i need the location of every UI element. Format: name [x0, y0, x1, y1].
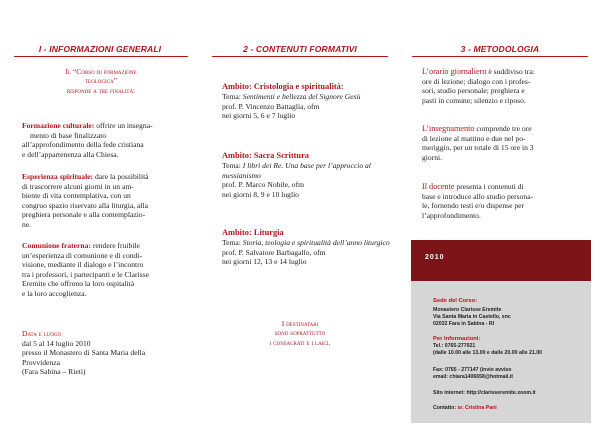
ambito-giorni: nei giorni 8, 9 e 10 luglio [222, 189, 299, 199]
paragraph-line: le, fornendo testi e/o dispense per [422, 201, 525, 211]
info-title: Per Informazioni: [433, 336, 481, 342]
destinatari [200, 319, 400, 347]
year-label: 2010 [425, 254, 445, 261]
ambito-prof: prof. P. Marco Nobile, ofm [222, 180, 305, 190]
data-luogo-title: Data e luogo [22, 329, 62, 338]
paragraph-line: ore di lezione; dialogo con i profes- [422, 76, 531, 86]
paragraph-line: di lezione al mattino e due nel po- [422, 133, 526, 143]
finalita-lead: Formazione culturale: [22, 121, 95, 130]
data-luogo-line: dal 5 al 14 luglio 2010 [22, 338, 91, 348]
contatto [433, 405, 583, 412]
paragraph-lead: L’insegnamento [422, 124, 475, 133]
finalita-line: tra i professori, i partecipanti e le Clarisse [22, 269, 149, 279]
finalita-line: offrire un insegna- [94, 121, 153, 130]
insegnamento [422, 124, 580, 162]
paragraph-line: meriggio, per un totale di 15 ore in 3 [422, 143, 534, 153]
fax-email [433, 367, 583, 381]
finalita-esperienza-spirituale [22, 172, 188, 230]
contact-label: Contatto: [433, 405, 457, 411]
sede-line: Via Santa Maria in Castello, snc [433, 314, 511, 321]
sede-line: 02032 Fara in Sabina - RI [433, 321, 495, 328]
paragraph-line: l’approfondimento. [422, 210, 481, 220]
tel-line: Tel.: 0765-277021 [433, 343, 476, 349]
ambito-liturgia [222, 228, 392, 267]
sede-corso [433, 297, 583, 329]
intro-line: teologica” [85, 76, 117, 86]
finalita-lead: Comunione fraterna: [22, 241, 91, 250]
finalita-line: un’esperienza di comunione e di condi- [22, 250, 142, 260]
section-heading: 2 - CONTENUTI FORMATIVI [243, 44, 357, 54]
per-informazioni [433, 335, 583, 357]
finalita-line: preghiera personale e alla contemplazio- [22, 210, 146, 220]
data-luogo-line: (Fara Sabina – Rieti) [22, 367, 86, 377]
finalita-line: rendere fruibile [90, 241, 140, 250]
column-informazioni-generali [0, 0, 200, 424]
column-contenuti-formativi [200, 0, 400, 424]
sede-title: Sede del Corso: [433, 298, 478, 304]
contact-name: sr. Cristina Pani [457, 405, 497, 411]
tema-text: Sentimenti e bellezza del Signore Gesù [242, 92, 361, 101]
docente [422, 182, 580, 220]
finalita-line: visione, mediante il dialogo e l’incontro [22, 260, 144, 270]
section-heading: I - INFORMAZIONI GENERALI [38, 44, 162, 54]
paragraph-line: giorni. [422, 152, 443, 162]
ambito-prof: prof. P. Salvatore Barbagallo, ofm [222, 247, 326, 257]
ambito-prof: prof. P. Vincenzo Battaglia, ofm [222, 101, 320, 111]
section-heading: 3 - METODOLOGIA [460, 44, 540, 54]
data-luogo-line: presso il Monastero di Santa Maria della [22, 348, 146, 358]
finalita-line: di trascorrere alcuni giorni in un am- [22, 181, 134, 191]
orario-giornaliero [422, 67, 580, 105]
finalita-line: Eremite che offrono la loro ospitalità [22, 279, 135, 289]
paragraph-line: base e introduce allo studio persona- [422, 191, 534, 201]
finalita-comunione-fraterna [22, 241, 188, 299]
intro-line: Il “Corso di formazione [65, 67, 137, 76]
year-banner [411, 240, 591, 281]
fax-line: Fax: 0765 - 277147 (invio avviso [433, 367, 512, 373]
finalita-line: mento di base finalizzato [30, 130, 107, 140]
destinatari-line: sono soprattutto [274, 328, 326, 338]
paragraph-lead: L’orario giornaliero [422, 67, 487, 76]
finalita-line: all’approfondimento della fede cristiana [22, 140, 144, 150]
contact-info-box [411, 240, 591, 423]
heading-rule [14, 56, 188, 57]
finalita-line: e dell’appartenenza alla Chiesa. [22, 149, 119, 159]
tema-label: Tema: [222, 161, 243, 170]
ambito-title: Ambito: Sacra Scrittura [222, 151, 309, 160]
ambito-cristologia [222, 82, 392, 121]
tema-text: I libri dei Re. Una base per l’approccio al messianismo [222, 161, 371, 180]
tel-line: (dalle 10.00 alle 13.00 e dalle 20.00 alle 21.00 [433, 350, 543, 357]
finalita-line: e la loro accoglienza. [22, 288, 87, 298]
intro-text [26, 67, 176, 95]
paragraph-line: comprende tre ore [474, 124, 532, 133]
ambito-sacra-scrittura [222, 151, 392, 199]
destinatari-line: I destinatari [281, 319, 319, 328]
sito-internet [433, 390, 583, 397]
email-line[interactable]: email: chiara1406658@hotmail.it [433, 374, 514, 381]
destinatari-line: i consacrati e i laici. [269, 337, 331, 347]
data-e-luogo [22, 329, 188, 377]
heading-rule [412, 56, 588, 57]
tema-label: Tema: [222, 92, 243, 101]
finalita-line: biente di vita contemplativa, con un [22, 191, 131, 201]
paragraph-line: sori, studio personale; preghiera e [422, 86, 525, 96]
sede-line: Monastero Clarisse Eremite [433, 307, 502, 313]
sito-link[interactable]: http://clarisseremite.xoom.it [466, 390, 536, 396]
ambito-title: Ambito: Liturgia [222, 228, 284, 237]
finalita-line: dare la possibilità [93, 172, 149, 181]
sito-label: Sito internet: [433, 390, 465, 396]
paragraph-line: è suddiviso tra: [486, 67, 535, 76]
paragraph-line: pasti in comune; silenzio e riposo. [422, 95, 526, 105]
paragraph-lead: Il docente [422, 182, 455, 191]
intro-line: risponde a tre finalità: [66, 85, 136, 95]
paragraph-line: presenta i contenuti di [454, 182, 524, 191]
data-luogo-line: Provvidenza [22, 357, 60, 367]
finalita-formazione-culturale [22, 121, 188, 159]
finalita-line: congruo spazio riservato alla liturgia, alla [22, 200, 148, 210]
finalita-lead: Esperienza spirituale: [22, 172, 94, 181]
tema-text: Storia, teologia e spiritualità dell’anno liturgico [242, 238, 390, 247]
ambito-giorni: nei giorni 5, 6 e 7 luglio [222, 111, 296, 121]
ambito-title: Ambito: Cristologia e spiritualità: [222, 82, 344, 91]
tema-label: Tema: [222, 238, 243, 247]
heading-rule [212, 56, 388, 57]
finalita-line: ne. [22, 219, 32, 229]
ambito-giorni: nei giorni 12, 13 e 14 luglio [222, 257, 307, 267]
column-metodologia [400, 0, 600, 424]
